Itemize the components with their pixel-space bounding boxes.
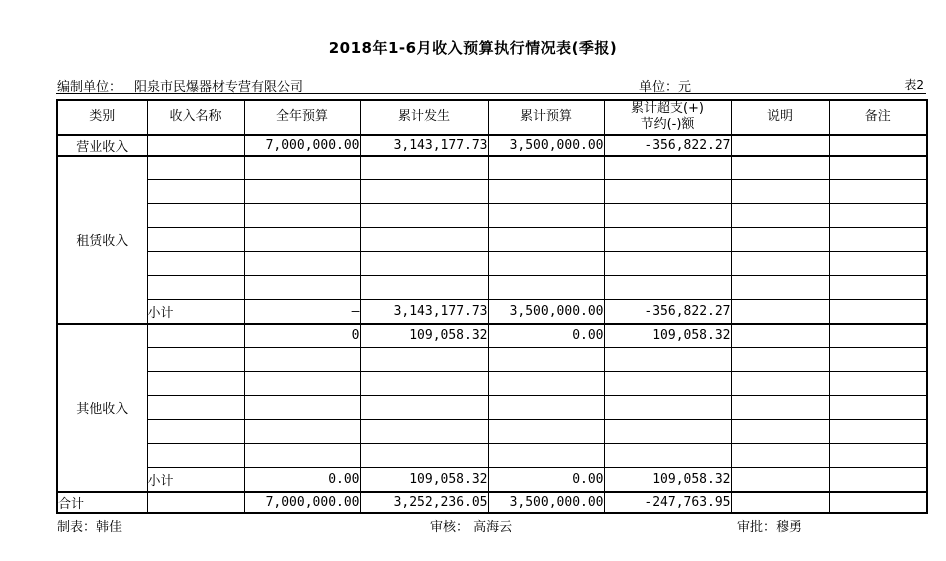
cell-empty — [604, 252, 731, 276]
operating-cum-actual: 3,143,177.73 — [360, 135, 488, 156]
rental-subtotal-label: 小计 — [147, 300, 244, 324]
cell-empty — [829, 420, 927, 444]
cell-empty — [244, 444, 360, 468]
cell-empty — [731, 135, 829, 156]
row-rental-empty — [57, 180, 927, 204]
header-category: 类别 — [57, 100, 147, 135]
category-rental-income: 租赁收入 — [57, 156, 147, 324]
cell-empty — [360, 420, 488, 444]
cell-empty — [829, 135, 927, 156]
other-variance: 109,058.32 — [604, 324, 731, 348]
row-other-first — [57, 324, 927, 348]
cell-empty — [147, 180, 244, 204]
cell-empty — [731, 348, 829, 372]
cell-empty — [731, 204, 829, 228]
category-operating-revenue: 营业收入 — [57, 135, 147, 156]
cell-empty — [360, 348, 488, 372]
header-annual-budget: 全年预算 — [244, 100, 360, 135]
cell-empty — [604, 444, 731, 468]
prepared-by — [57, 76, 303, 95]
cell-empty — [488, 444, 604, 468]
cell-empty — [488, 276, 604, 300]
header-note: 说明 — [731, 100, 829, 135]
cell-empty — [244, 372, 360, 396]
cell-empty — [829, 324, 927, 348]
cell-empty — [829, 156, 927, 180]
operating-annual-budget: 7,000,000.00 — [244, 135, 360, 156]
row-rental-empty — [57, 276, 927, 300]
cell-empty — [488, 372, 604, 396]
cell-empty — [829, 204, 927, 228]
cell-empty — [244, 348, 360, 372]
cell-empty — [147, 396, 244, 420]
cell-empty — [488, 180, 604, 204]
cell-empty — [731, 420, 829, 444]
operating-cum-budget: 3,500,000.00 — [488, 135, 604, 156]
cell-empty — [604, 276, 731, 300]
cell-empty — [360, 180, 488, 204]
cell-empty — [360, 444, 488, 468]
other-cum-actual: 109,058.32 — [360, 324, 488, 348]
operating-variance: -356,822.27 — [604, 135, 731, 156]
rental-subtotal-variance: -356,822.27 — [604, 300, 731, 324]
cell-empty — [147, 204, 244, 228]
cell-empty — [829, 276, 927, 300]
header-cum-actual: 累计发生 — [360, 100, 488, 135]
row-rental-empty — [57, 228, 927, 252]
cell-empty — [244, 420, 360, 444]
approver: 审批：穆勇 — [737, 520, 803, 535]
cell-empty — [829, 468, 927, 492]
cell-empty — [360, 396, 488, 420]
sheet-number: 表2 — [904, 78, 924, 92]
row-rental-empty — [57, 204, 927, 228]
cell-empty — [147, 276, 244, 300]
cell-empty — [731, 276, 829, 300]
cell-empty — [360, 156, 488, 180]
cell-empty — [147, 324, 244, 348]
cell-empty — [731, 444, 829, 468]
cell-empty — [244, 204, 360, 228]
cell-empty — [147, 252, 244, 276]
cell-empty — [244, 252, 360, 276]
cell-empty — [488, 252, 604, 276]
row-other-empty — [57, 396, 927, 420]
cell-empty — [147, 228, 244, 252]
cell-empty — [147, 135, 244, 156]
cell-empty — [604, 180, 731, 204]
cell-empty — [829, 228, 927, 252]
cell-empty — [731, 324, 829, 348]
cell-empty — [488, 420, 604, 444]
row-other-empty — [57, 372, 927, 396]
header-variance-line1: 累计超支(+) — [630, 101, 705, 116]
row-other-empty — [57, 444, 927, 468]
cell-empty — [488, 396, 604, 420]
cell-empty — [147, 492, 244, 513]
cell-empty — [731, 228, 829, 252]
meta-row — [56, 75, 926, 94]
cell-empty — [360, 372, 488, 396]
other-subtotal-annual-budget: 0.00 — [244, 468, 360, 492]
cell-empty — [488, 348, 604, 372]
total-cum-budget: 3,500,000.00 — [488, 492, 604, 513]
cell-empty — [244, 228, 360, 252]
cell-empty — [731, 156, 829, 180]
category-other-income: 其他收入 — [57, 324, 147, 492]
cell-empty — [731, 372, 829, 396]
cell-empty — [829, 396, 927, 420]
cell-empty — [360, 276, 488, 300]
other-subtotal-variance: 109,058.32 — [604, 468, 731, 492]
row-operating-revenue — [57, 135, 927, 156]
cell-empty — [829, 300, 927, 324]
header-income-name: 收入名称 — [147, 100, 244, 135]
cell-empty — [829, 180, 927, 204]
category-total: 合计 — [57, 492, 147, 513]
row-grand-total — [57, 492, 927, 513]
row-other-subtotal — [57, 468, 927, 492]
cell-empty — [360, 252, 488, 276]
cell-empty — [604, 348, 731, 372]
row-other-empty — [57, 420, 927, 444]
cell-empty — [147, 156, 244, 180]
row-rental-empty — [57, 156, 927, 180]
cell-empty — [731, 300, 829, 324]
cell-empty — [488, 156, 604, 180]
row-rental-empty — [57, 252, 927, 276]
rental-subtotal-cum-budget: 3,500,000.00 — [488, 300, 604, 324]
cell-empty — [147, 444, 244, 468]
cell-empty — [731, 468, 829, 492]
cell-empty — [731, 492, 829, 513]
preparer: 制表：韩佳 — [57, 520, 123, 535]
cell-empty — [731, 252, 829, 276]
cell-empty — [244, 276, 360, 300]
total-variance: -247,763.95 — [604, 492, 731, 513]
other-subtotal-cum-budget: 0.00 — [488, 468, 604, 492]
cell-empty — [488, 228, 604, 252]
header-cum-budget: 累计预算 — [488, 100, 604, 135]
header-remark: 备注 — [829, 100, 927, 135]
cell-empty — [244, 156, 360, 180]
cell-empty — [604, 420, 731, 444]
reviewer: 审核： 高海云 — [430, 520, 513, 535]
rental-subtotal-cum-actual: 3,143,177.73 — [360, 300, 488, 324]
header-variance-line2: 节约(-)额 — [640, 117, 695, 133]
cell-empty — [829, 492, 927, 513]
cell-empty — [829, 252, 927, 276]
cell-empty — [604, 372, 731, 396]
rental-subtotal-annual-budget: – — [244, 300, 360, 324]
header-row — [57, 100, 927, 135]
cell-empty — [244, 180, 360, 204]
total-annual-budget: 7,000,000.00 — [244, 492, 360, 513]
row-rental-subtotal — [57, 300, 927, 324]
cell-empty — [147, 372, 244, 396]
prepared-by-label: 编制单位： — [57, 80, 123, 95]
other-subtotal-cum-actual: 109,058.32 — [360, 468, 488, 492]
cell-empty — [604, 396, 731, 420]
budget-table — [56, 99, 928, 514]
page-title: 2018年1-6月收入预算执行情况表(季报) — [328, 39, 618, 57]
cell-empty — [731, 180, 829, 204]
cell-empty — [604, 228, 731, 252]
cell-empty — [829, 444, 927, 468]
other-cum-budget: 0.00 — [488, 324, 604, 348]
prepared-by-value: 阳泉市民爆器材专营有限公司 — [134, 80, 304, 95]
cell-empty — [244, 396, 360, 420]
row-other-empty — [57, 348, 927, 372]
footer-row — [56, 516, 926, 534]
other-subtotal-label: 小计 — [147, 468, 244, 492]
cell-empty — [147, 348, 244, 372]
cell-empty — [488, 204, 604, 228]
cell-empty — [829, 348, 927, 372]
total-cum-actual: 3,252,236.05 — [360, 492, 488, 513]
cell-empty — [147, 420, 244, 444]
cell-empty — [360, 204, 488, 228]
unit-label: 单位：元 — [639, 80, 692, 95]
other-annual-budget: 0 — [244, 324, 360, 348]
cell-empty — [604, 204, 731, 228]
cell-empty — [829, 372, 927, 396]
cell-empty — [604, 156, 731, 180]
cell-empty — [360, 228, 488, 252]
cell-empty — [731, 396, 829, 420]
header-variance — [604, 100, 731, 135]
